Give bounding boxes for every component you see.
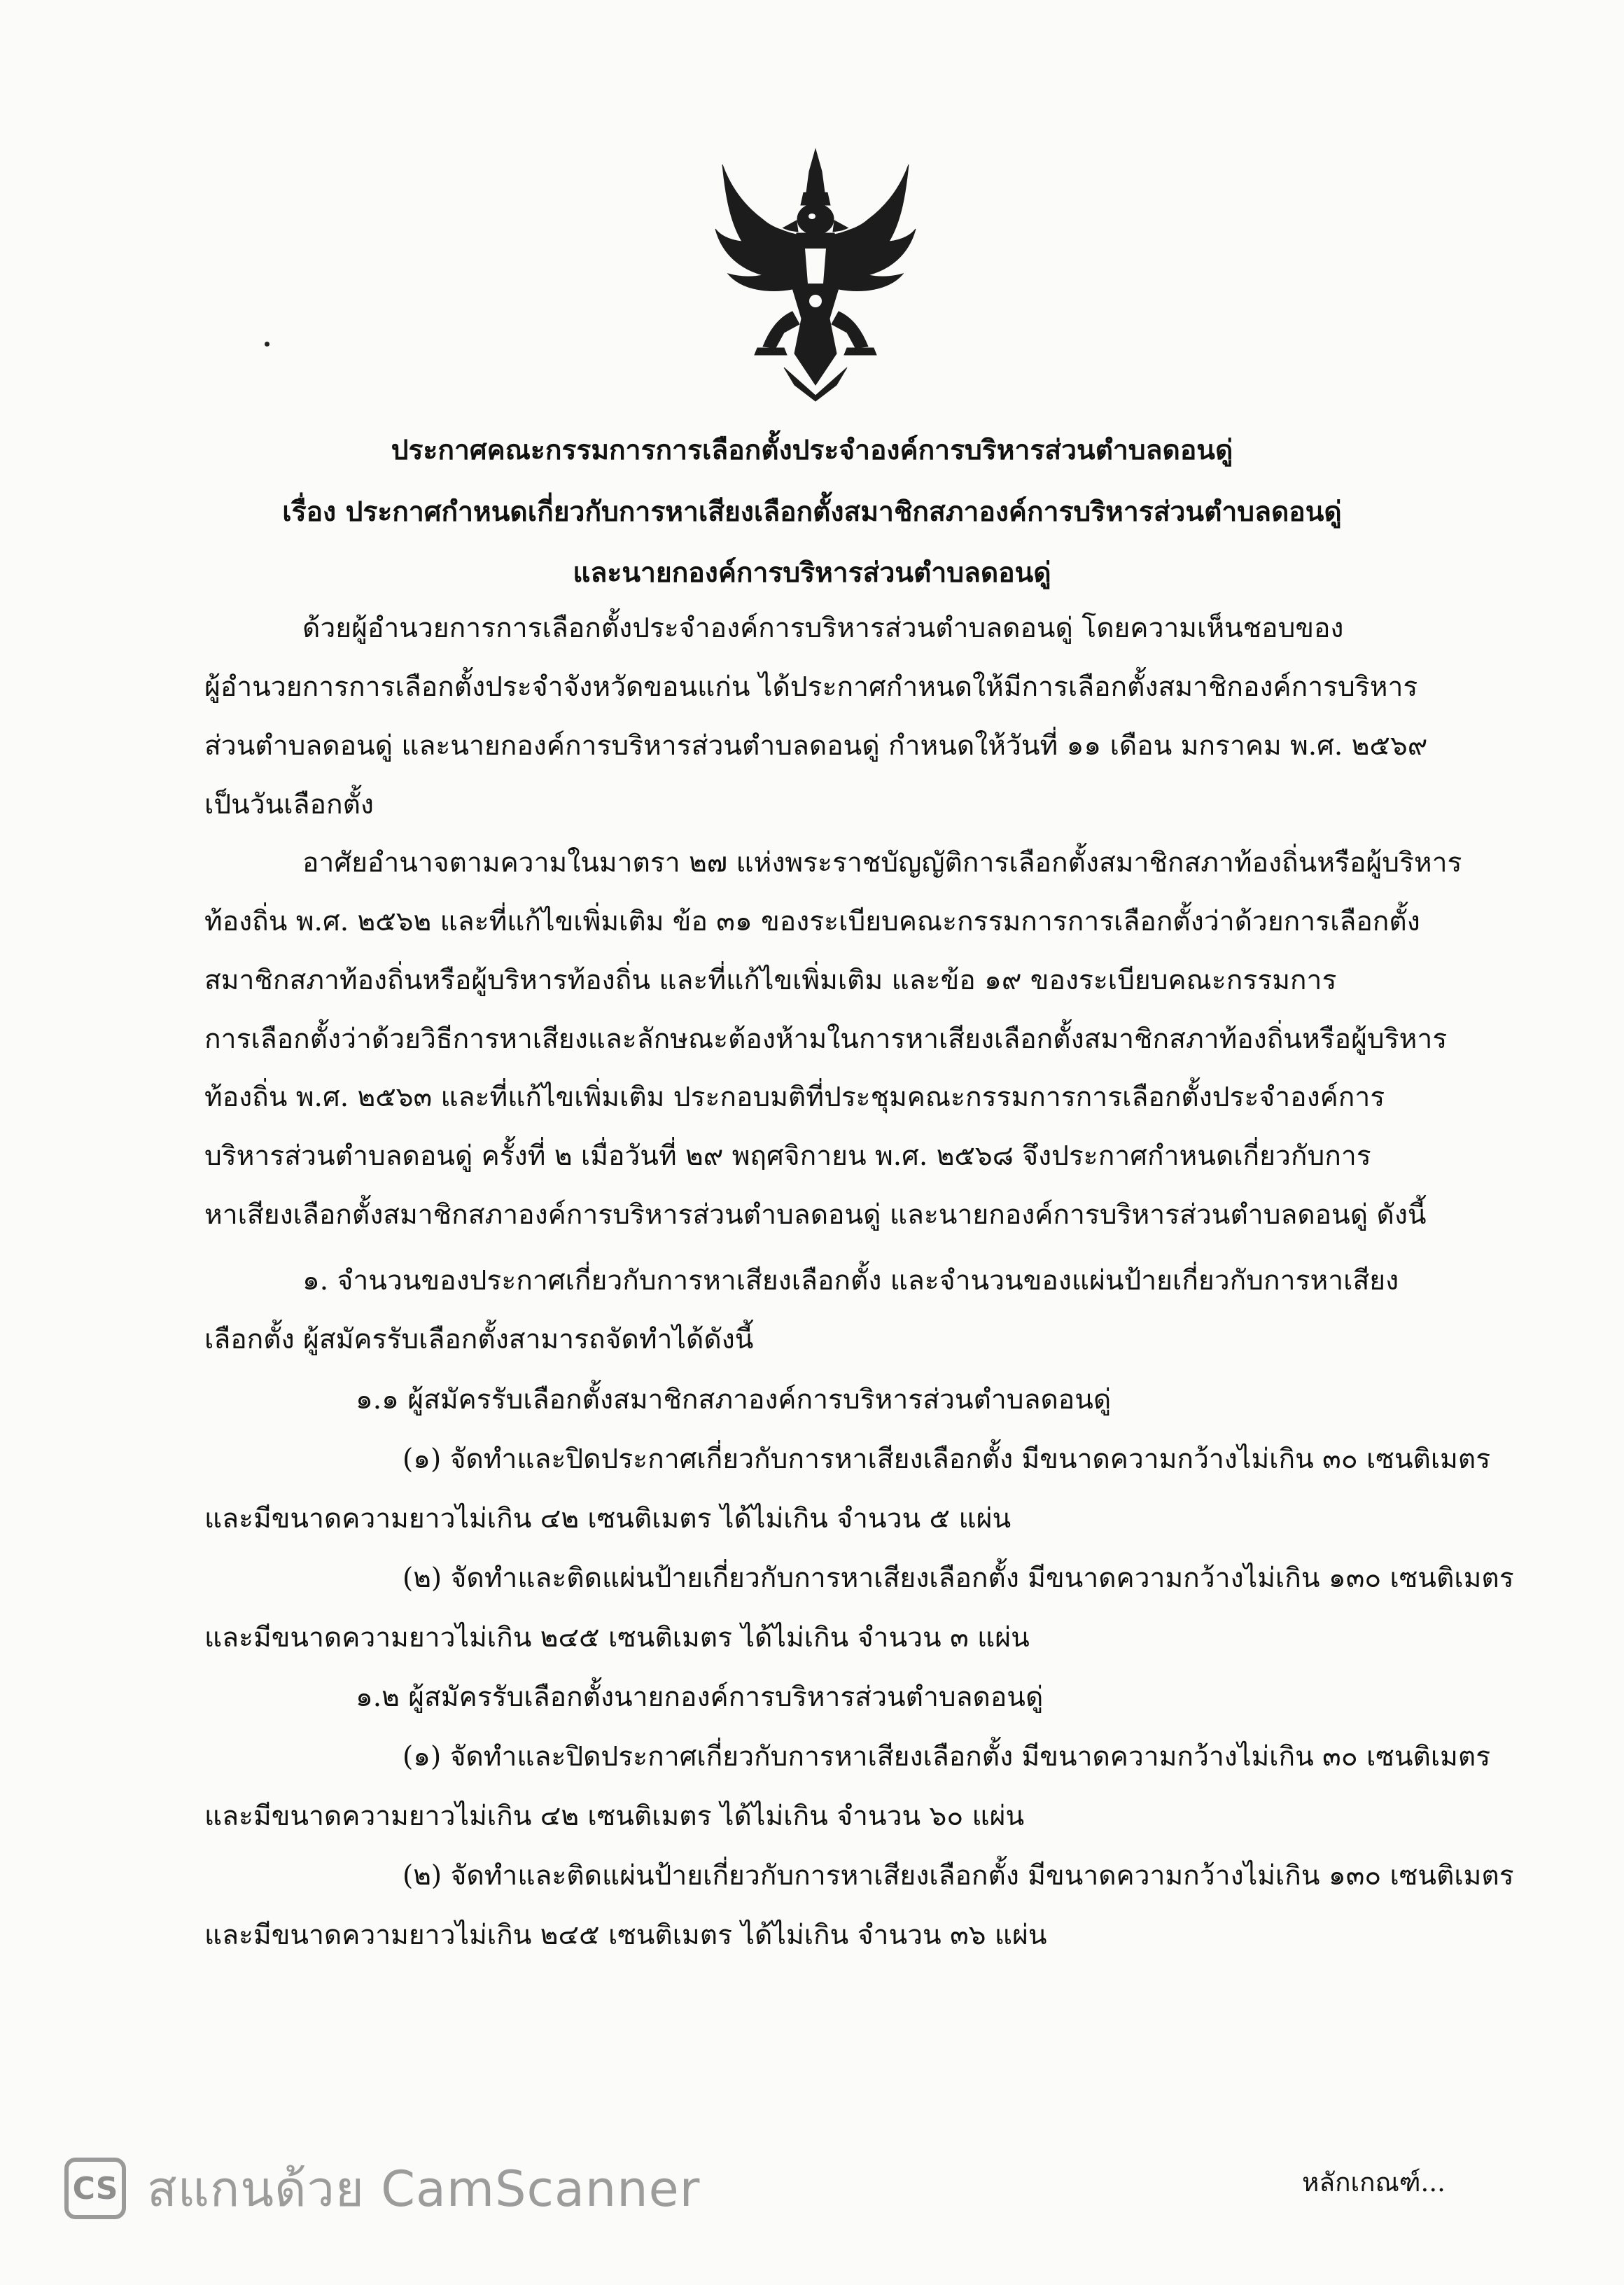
section-1-2-item: และมีขนาดความยาวไม่เกิน ๔๒ เซนติเมตร ได้ไม่เกิน จำนวน ๖๐ แผ่น xyxy=(204,1801,1025,1832)
section-1-2-item: (๒) จัดทำและติดแผ่นป้ายเกี่ยวกับการหาเสียงเลือกตั้ง มีขนาดความกว้างไม่เกิน ๑๓๐ เซนติเมตร xyxy=(402,1860,1514,1892)
section-1-line: เลือกตั้ง ผู้สมัครรับเลือกตั้งสามารถจัดทำได้ดังนี้ xyxy=(204,1324,754,1355)
garuda-emblem-icon xyxy=(714,144,917,403)
section-1-2-heading: ๑.๒ ผู้สมัครรับเลือกตั้งนายกองค์การบริหารส่วนตำบลดอนดู่ xyxy=(356,1682,1044,1713)
section-1-1-heading: ๑.๑ ผู้สมัครรับเลือกตั้งสมาชิกสภาองค์การบริหารส่วนตำบลดอนดู่ xyxy=(356,1384,1112,1416)
announcement-subject: เรื่อง ประกาศกำหนดเกี่ยวกับการหาเสียงเลือกตั้งสมาชิกสภาองค์การบริหารส่วนตำบลดอนดู่ xyxy=(282,496,1342,528)
body-line: สมาชิกสภาท้องถิ่นหรือผู้บริหารท้องถิ่น และที่แก้ไขเพิ่มเติม และข้อ ๑๙ ของระเบียบคณะกรรมการ xyxy=(204,965,1337,996)
section-1-2-item: (๑) จัดทำและปิดประกาศเกี่ยวกับการหาเสียงเลือกตั้ง มีขนาดความกว้างไม่เกิน ๓๐ เซนติเมตร xyxy=(402,1741,1491,1773)
announcement-title: ประกาศคณะกรรมการการเลือกตั้งประจำองค์การบริหารส่วนตำบลดอนดู่ xyxy=(391,434,1233,466)
section-1-1-item: และมีขนาดความยาวไม่เกิน ๔๒ เซนติเมตร ได้ไม่เกิน จำนวน ๕ แผ่น xyxy=(204,1503,1011,1535)
body-line: หาเสียงเลือกตั้งสมาชิกสภาองค์การบริหารส่วนตำบลดอนดู่ และนายกองค์การบริหารส่วนตำบลดอนดู่ ดังนี้ xyxy=(204,1199,1427,1231)
body-line: บริหารส่วนตำบลดอนดู่ ครั้งที่ ๒ เมื่อวันที่ ๒๙ พฤศจิกายน พ.ศ. ๒๕๖๘ จึงประกาศกำหนดเกี่ยวกับการ xyxy=(204,1140,1371,1172)
body-line: ท้องถิ่น พ.ศ. ๒๕๖๓ และที่แก้ไขเพิ่มเติม ประกอบมติที่ประชุมคณะกรรมการการเลือกตั้งประจำองค์การ xyxy=(204,1082,1385,1113)
section-1-2-item: และมีขนาดความยาวไม่เกิน ๒๔๕ เซนติเมตร ได้ไม่เกิน จำนวน ๓๖ แผ่น xyxy=(204,1920,1047,1951)
camscanner-logo-icon: CS xyxy=(64,2158,126,2219)
continued-marker: หลักเกณฑ์... xyxy=(1302,2167,1446,2197)
section-1-1-item: และมีขนาดความยาวไม่เกิน ๒๔๕ เซนติเมตร ได้ไม่เกิน จำนวน ๓ แผ่น xyxy=(204,1622,1030,1654)
body-line: การเลือกตั้งว่าด้วยวิธีการหาเสียงและลักษณะต้องห้ามในการหาเสียงเลือกตั้งสมาชิกสภาท้องถิ่นหรือผู้บริหาร xyxy=(204,1023,1448,1055)
section-1-1-item: (๒) จัดทำและติดแผ่นป้ายเกี่ยวกับการหาเสียงเลือกตั้ง มีขนาดความกว้างไม่เกิน ๑๓๐ เซนติเมตร xyxy=(402,1563,1514,1594)
body-line: เป็นวันเลือกตั้ง xyxy=(204,789,374,820)
body-line: อาศัยอำนาจตามความในมาตรา ๒๗ แห่งพระราชบัญญัติการเลือกตั้งสมาชิกสภาท้องถิ่นหรือผู้บริหาร xyxy=(302,847,1462,879)
camscanner-watermark xyxy=(64,2158,700,2219)
section-1-line: ๑. จำนวนของประกาศเกี่ยวกับการหาเสียงเลือกตั้ง และจำนวนของแผ่นป้ายเกี่ยวกับการหาเสียง xyxy=(302,1265,1399,1297)
body-line: ท้องถิ่น พ.ศ. ๒๕๖๒ และที่แก้ไขเพิ่มเติม ข้อ ๓๑ ของระเบียบคณะกรรมการการเลือกตั้งว่าด้วยการเลือกตั้ง xyxy=(204,906,1420,937)
camscanner-text: สแกนด้วย CamScanner xyxy=(147,2160,701,2218)
section-1-1-item: (๑) จัดทำและปิดประกาศเกี่ยวกับการหาเสียงเลือกตั้ง มีขนาดความกว้างไม่เกิน ๓๐ เซนติเมตร xyxy=(402,1444,1491,1475)
scan-speck xyxy=(265,342,270,347)
body-line: ด้วยผู้อำนวยการการเลือกตั้งประจำองค์การบริหารส่วนตำบลดอนดู่ โดยความเห็นชอบของ xyxy=(302,613,1344,644)
announcement-subject-cont: และนายกองค์การบริหารส่วนตำบลดอนดู่ xyxy=(573,557,1051,589)
body-line: ส่วนตำบลดอนดู่ และนายกองค์การบริหารส่วนตำบลดอนดู่ กำหนดให้วันที่ ๑๑ เดือน มกราคม พ.ศ. ๒๕๖๙ xyxy=(204,730,1428,762)
body-line: ผู้อำนวยการการเลือกตั้งประจำจังหวัดขอนแก่น ได้ประกาศกำหนดให้มีการเลือกตั้งสมาชิกองค์การบริหาร xyxy=(204,671,1418,703)
